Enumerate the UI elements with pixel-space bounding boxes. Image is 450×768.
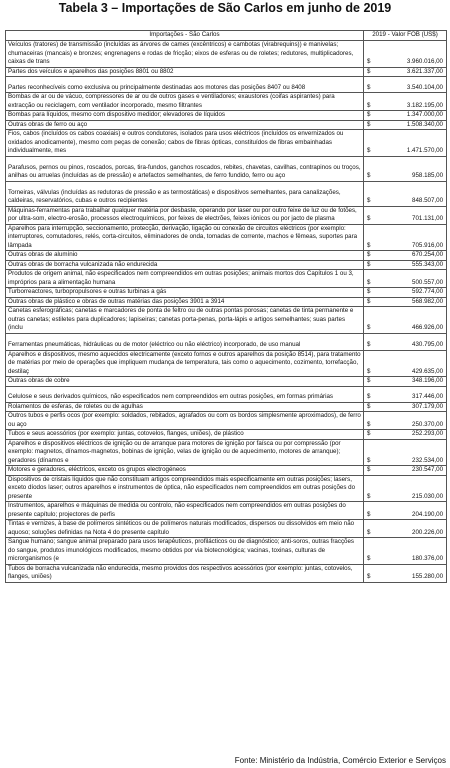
table-row <box>6 475 447 502</box>
row-description: Bombas de ar ou de vácuo, compressores de ar ou de outros gases e ventiladores; exaustores (coifas aspirantes) para extracção ou reciclagem, com ventilador incorporado, mesmo filtrantes <box>6 93 364 111</box>
row-value: 555.343,00 <box>388 260 447 270</box>
table-row <box>6 402 447 412</box>
row-value: 307.179,00 <box>388 402 447 412</box>
row-currency: $ <box>364 412 388 430</box>
row-description: Fios, cabos (incluídos os cabos coaxiais) e outros condutores, isolados para usos eléctricos (incluídos os envernizados ou oxidados anodicamente), mesmo com peças de conexão; cabos de fibras ópticas, constituídos de fibras embainhadas individualmente, mes <box>6 130 364 157</box>
column-header-value: 2019 - Valor FOB (US$) <box>364 31 447 41</box>
table-row <box>6 386 447 402</box>
row-currency: $ <box>364 111 388 121</box>
row-currency: $ <box>364 67 388 77</box>
row-description: Rolamentos de esferas, de roletes ou de agulhas <box>6 402 364 412</box>
imports-table <box>5 30 447 583</box>
row-description: Ferramentas pneumáticas, hidráulicas ou de motor (eléctrico ou não eléctrico) incorporado, de uso manual <box>6 333 364 350</box>
table-row <box>6 307 447 334</box>
row-description: Máquinas-ferramentas para trabalhar qualquer matéria por desbaste, operando por laser ou por outro feixe de luz ou de fotões, por ultra-som, electro-erosão, processos electroquímicos, por feixes de electrões, feixes iónicos ou por jacto de plasma <box>6 206 364 224</box>
table-row <box>6 156 447 181</box>
row-currency: $ <box>364 224 388 251</box>
row-value: 430.795,00 <box>388 333 447 350</box>
row-currency: $ <box>364 386 388 402</box>
row-value: 3.182.195,00 <box>388 93 447 111</box>
table-row <box>6 439 447 466</box>
table-header-row <box>6 31 447 41</box>
row-description: Tubos de borracha vulcanizada não endurecida, mesmo providos dos respectivos acessórios (por exemplo: juntas, cotovelos, flanges, uniões) <box>6 564 364 582</box>
row-value: 1.347.000,00 <box>388 111 447 121</box>
row-description: Bombas para líquidos, mesmo com dispositivo medidor; elevadores de líquidos <box>6 111 364 121</box>
row-description: Partes dos veículos e aparelhos das posições 8801 ou 8802 <box>6 67 364 77</box>
row-value: 1.471.570,00 <box>388 130 447 157</box>
row-currency: $ <box>364 251 388 261</box>
row-value: 466.926,00 <box>388 307 447 334</box>
row-description: Outras obras de plástico e obras de outras matérias das posições 3901 a 3914 <box>6 297 364 307</box>
row-description: Outras obras de alumínio <box>6 251 364 261</box>
row-description: Partes reconhecíveis como exclusiva ou principalmente destinadas aos motores das posições 8407 ou 8408 <box>6 77 364 93</box>
row-value: 3.621.337,00 <box>388 67 447 77</box>
row-value: 155.280,00 <box>388 564 447 582</box>
table-title: Tabela 3 – Importações de São Carlos em junho de 2019 <box>58 1 392 15</box>
table-row <box>6 120 447 130</box>
row-description: Tubos e seus acessórios (por exemplo: juntas, cotovelos, flanges, uniões), de plástico <box>6 430 364 440</box>
row-description: Tintas e vernizes, à base de polímeros sintéticos ou de polímeros naturais modificados, dispersos ou dissolvidos em meio não aquoso; soluções definidas na Nota 4 do presente capítulo <box>6 520 364 538</box>
row-currency: $ <box>364 288 388 298</box>
row-currency: $ <box>364 333 388 350</box>
row-description: Outras obras de cobre <box>6 377 364 387</box>
row-value: 429.635,00 <box>388 350 447 377</box>
table-row <box>6 260 447 270</box>
row-description: Aparelhos e dispositivos, mesmo aquecidos electricamente (exceto fornos e outros aparelhos da posição 8514), para tratamento de matérias por meio de operações que impliquem mudança de temperatura, tais como o aquecimento, cozimento, torrefacção, destilaç <box>6 350 364 377</box>
table-row <box>6 430 447 440</box>
row-value: 670.254,00 <box>388 251 447 261</box>
table-row <box>6 93 447 111</box>
row-description: Sangue humano; sangue animal preparado para usos terapêuticos, profilácticos ou de diagnóstico; anti-soros, outras fracções do sangue, produtos imunológicos modificados, mesmo obtidos por via biotecnológica; vacinas, toxinas, culturas de microrganismos (e <box>6 538 364 565</box>
row-value: 317.446,00 <box>388 386 447 402</box>
table-row <box>6 538 447 565</box>
row-currency: $ <box>364 120 388 130</box>
row-currency: $ <box>364 41 388 68</box>
row-currency: $ <box>364 402 388 412</box>
table-row <box>6 251 447 261</box>
table-row <box>6 297 447 307</box>
row-currency: $ <box>364 307 388 334</box>
table-row <box>6 206 447 224</box>
table-row <box>6 377 447 387</box>
row-currency: $ <box>364 538 388 565</box>
source-note: Fonte: Ministério da Indústria, Comércio Exterior e Serviços <box>234 756 446 765</box>
table-row <box>6 288 447 298</box>
row-value: 500.557,00 <box>388 270 447 288</box>
row-currency: $ <box>364 466 388 476</box>
row-description: Aparelhos para interrupção, seccionamento, protecção, derivação, ligação ou conexão de circuitos eléctricos (por exemplo: interruptores, comutadores, relés, corta-circuitos, eliminadores de onda, tomadas de corrente, machos e fêmeas, suportes para lâmpada <box>6 224 364 251</box>
row-value: 232.534,00 <box>388 439 447 466</box>
row-currency: $ <box>364 564 388 582</box>
row-description: Torneiras, válvulas (incluídas as redutoras de pressão e as termostáticas) e dispositivos semelhantes, para canalizações, caldeiras, reservatórios, cubas e outros recipientes <box>6 181 364 206</box>
row-currency: $ <box>364 502 388 520</box>
row-value: 215.030,00 <box>388 475 447 502</box>
row-description: Parafusos, pernos ou pinos, roscados, porcas, tira-fundos, ganchos roscados, rebites, chavetas, cavilhas, contrapinos ou troços, anilhas ou arruelas (incluídas as de pressão) e artefactos semelhantes, de ferro fundido, ferro ou aço <box>6 156 364 181</box>
row-currency: $ <box>364 93 388 111</box>
row-currency: $ <box>364 297 388 307</box>
table-row <box>6 111 447 121</box>
table-row <box>6 520 447 538</box>
table-body <box>6 41 447 583</box>
row-value: 568.982,00 <box>388 297 447 307</box>
row-currency: $ <box>364 130 388 157</box>
table-row <box>6 67 447 77</box>
row-currency: $ <box>364 77 388 93</box>
table-row <box>6 130 447 157</box>
row-value: 204.190,00 <box>388 502 447 520</box>
row-description: Aparelhos e dispositivos eléctricos de ignição ou de arranque para motores de ignição por faísca ou por compressão (por exemplo: magnetos, dínamos-magnetos, bobinas de ignição, velas de ignição ou de aquecimento, motores de arranque); geradores (dínamos e <box>6 439 364 466</box>
row-currency: $ <box>364 377 388 387</box>
row-currency: $ <box>364 270 388 288</box>
row-value: 848.507,00 <box>388 181 447 206</box>
table-row <box>6 466 447 476</box>
row-currency: $ <box>364 350 388 377</box>
row-currency: $ <box>364 520 388 538</box>
row-value: 348.196,00 <box>388 377 447 387</box>
row-value: 958.185,00 <box>388 156 447 181</box>
table-row <box>6 224 447 251</box>
table-row <box>6 333 447 350</box>
row-description: Veículos (tratores) de transmissão (incluídas as árvores de cames (excêntricos) e cambotas (virabrequins)) e manivelas; chumaceiras (mancais) e bronzes; engrenagens e rodas de fricção; eixos de esferas ou de roletes; redutores, multiplicadores, caixas de trans <box>6 41 364 68</box>
table-row <box>6 77 447 93</box>
table-row <box>6 502 447 520</box>
row-value: 252.293,00 <box>388 430 447 440</box>
table-row <box>6 412 447 430</box>
row-currency: $ <box>364 430 388 440</box>
row-value: 3.540.104,00 <box>388 77 447 93</box>
row-currency: $ <box>364 206 388 224</box>
row-value: 200.226,00 <box>388 520 447 538</box>
table-row <box>6 41 447 68</box>
row-description: Instrumentos, aparelhos e máquinas de medida ou controlo, não especificados nem compreendidos em outras posições do presente capítulo; projectores de perfis <box>6 502 364 520</box>
table-row <box>6 350 447 377</box>
row-value: 180.376,00 <box>388 538 447 565</box>
row-value: 701.131,00 <box>388 206 447 224</box>
table-row <box>6 181 447 206</box>
row-description: Outras obras de ferro ou aço <box>6 120 364 130</box>
row-description: Celulose e seus derivados químicos, não especificados nem compreendidos em outras posições, em formas primárias <box>6 386 364 402</box>
row-currency: $ <box>364 475 388 502</box>
table-row <box>6 270 447 288</box>
row-value: 592.774,00 <box>388 288 447 298</box>
row-description: Motores e geradores, eléctricos, exceto os grupos electrogéneos <box>6 466 364 476</box>
row-value: 1.508.340,00 <box>388 120 447 130</box>
row-value: 3.960.016,00 <box>388 41 447 68</box>
row-description: Produtos de origem animal, não especificados nem compreendidos em outras posições; animais mortos dos Capítulos 1 ou 3, impróprios para a alimentação humana <box>6 270 364 288</box>
row-description: Turborreactores, turbopropulsores e outras turbinas a gás <box>6 288 364 298</box>
row-description: Outras obras de borracha vulcanizada não endurecida <box>6 260 364 270</box>
row-currency: $ <box>364 156 388 181</box>
row-currency: $ <box>364 181 388 206</box>
row-description: Canetas esferográficas; canetas e marcadores de ponta de feltro ou de outras pontas porosas; canetas de tinta permanente e outras canetas; estiletes para duplicadores; lapiseiras; canetas porta-penas, porta-lápis e artigos semelhantes; suas partes (inclu <box>6 307 364 334</box>
row-value: 230.547,00 <box>388 466 447 476</box>
row-description: Dispositivos de cristais líquidos que não constituam artigos compreendidos mais especificamente em outras posições; lasers, exceto díodos laser; outros aparelhos e instrumentos de óptica, não especificados nem compreendidos em outras posições do presente <box>6 475 364 502</box>
row-currency: $ <box>364 260 388 270</box>
row-currency: $ <box>364 439 388 466</box>
table-row <box>6 564 447 582</box>
column-header-description: Importações - São Carlos <box>6 31 364 41</box>
row-value: 250.370,00 <box>388 412 447 430</box>
row-value: 705.916,00 <box>388 224 447 251</box>
row-description: Outros tubos e perfis ocos (por exemplo: soldados, rebitados, agrafados ou com os bordos simplesmente aproximados), de ferro ou aço <box>6 412 364 430</box>
